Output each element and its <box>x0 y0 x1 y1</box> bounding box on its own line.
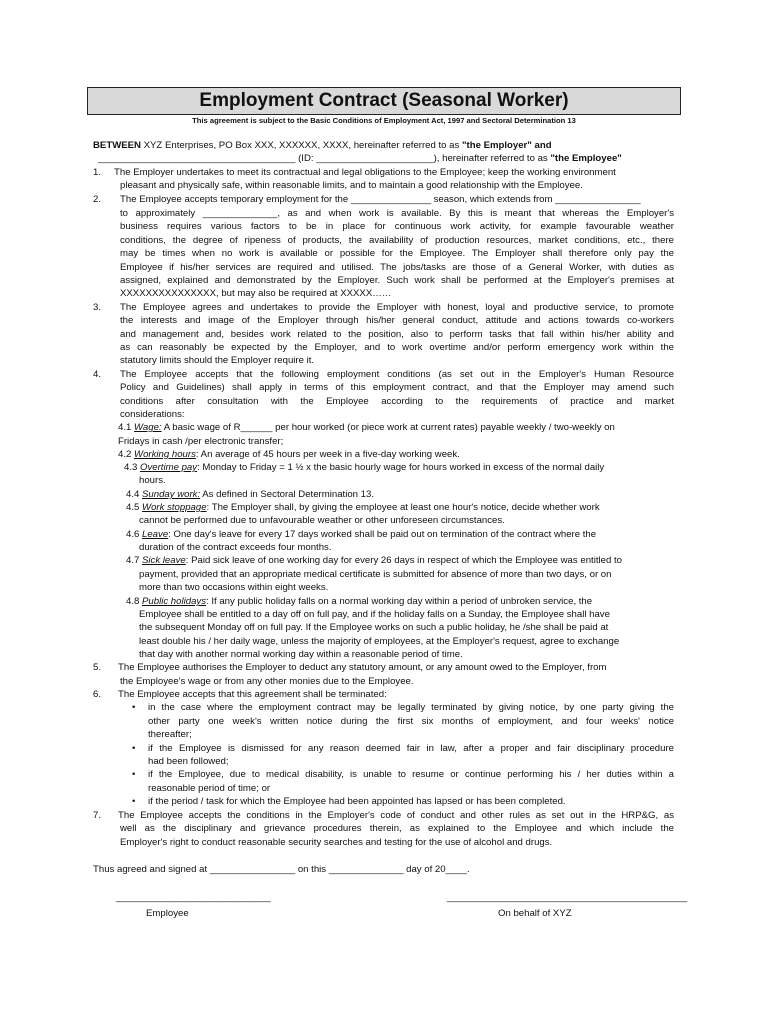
signing-statement: Thus agreed and signed at ________________ on this ______________ day of 20____. <box>93 864 470 875</box>
clause-2-line: Employee if his/her services are required and utilised. The jobs/tasks are those of a General Worker, with duties as <box>120 262 674 273</box>
clause-7-line: well as the disciplinary and grievance procedures therein, as explained to the Employee and which include the <box>120 823 674 834</box>
clause-5-line: the Employee's wage or from any other monies due to the Employee. <box>120 676 414 687</box>
clause-4-line: Policy and Guidelines) shall apply in terms of this employment contract, and that the Employer may amend such <box>120 382 674 393</box>
subclause-4-1: 4.1 Wage: A basic wage of R______ per hour worked (or piece work at current rates) payable weekly / two-weekly on <box>118 422 615 433</box>
subclause-4-4: 4.4 Sunday work: As defined in Sectoral Determination 13. <box>126 489 374 500</box>
clause-2-line: conditions, the degree of ripeness of products, the availability of production resources, market conditions, etc., there <box>120 235 674 246</box>
clause-5-number: 5. <box>93 662 102 673</box>
subclause-4-8-line: Employee shall be entitled to a day off on full pay, and if the holiday falls on a Sunday, the Employee shall have <box>139 609 610 620</box>
clause-7-line: Employer's right to conduct reasonable security searches and testing for the use of alcohol and drugs. <box>120 837 553 848</box>
bullet-2-line: if the Employee is dismissed for any reason deemed fair in law, after a proper and fair disciplinary procedure <box>148 743 674 754</box>
bullet-marker: • <box>132 796 136 807</box>
subclause-4-1-line: Fridays in cash /per electronic transfer; <box>118 436 284 447</box>
bullet-3-line: if the Employee, due to medical disability, is unable to resume or continue performing his / her duties within a <box>148 769 674 780</box>
subclause-4-6-line: duration of the contract exceeds four months. <box>139 542 332 553</box>
bullet-1-line: thereafter; <box>148 729 192 740</box>
clause-1-number: 1. <box>93 167 102 178</box>
clause-2-line: business requires various factors to be in place for continuous work activity, for example favourable weather <box>120 221 674 232</box>
clause-2-line: may be times when no work is available or possible for the Employee. The Employer shall therefore only pay the <box>120 248 674 259</box>
subclause-4-3-line: hours. <box>139 475 166 486</box>
subclause-4-8-line: that day with another normal working day within a reasonable period of time. <box>139 649 463 660</box>
bullet-1-line: in the case where the employment contract may be legally terminated by giving notice, by one party giving the <box>148 702 674 713</box>
bullet-4-line: if the period / task for which the Employee had been appointed has lapsed or has been completed. <box>148 796 566 807</box>
subclause-4-7-line: payment, provided that an appropriate medical certificate is submitted for absence of more than two days, or on <box>139 569 612 580</box>
subclause-4-5: 4.5 Work stoppage: The Employer shall, by giving the employee at least one hour's notice, decide whether work <box>126 502 600 513</box>
subclause-4-8: 4.8 Public holidays: If any public holiday falls on a normal working day within a period of unbroken service, the <box>126 596 593 607</box>
clause-3-line: the interests and image of the Employer through his/her general conduct, attitude and actions towards co-workers <box>120 315 674 326</box>
bullet-marker: • <box>132 702 136 713</box>
clause-1-line: pleasant and physically safe, within reasonable limits, and to maintain a good relationship with the Employee. <box>120 180 583 191</box>
bullet-2-line: had been followed; <box>148 756 229 767</box>
subclause-4-7: 4.7 Sick leave: Paid sick leave of one working day for every 26 days in respect of which the Employee was entitled to <box>126 555 622 566</box>
clause-3-line: as can reasonably be expected by the Employer, and to work overtime and/or perform emergency work within the <box>120 342 674 353</box>
employer-signature-line: _____________________________________________ <box>447 892 688 903</box>
clause-4-number: 4. <box>93 369 102 380</box>
clause-4-line: conditions after consultation with the Employee according to the requirements of practice and market <box>120 396 674 407</box>
clause-1-line: The Employer undertakes to meet its contractual and legal obligations to the Employee; keep the working environment <box>114 167 616 178</box>
employer-signature-label: On behalf of XYZ <box>498 908 572 919</box>
between-line-1: BETWEEN XYZ Enterprises, PO Box XXX, XXXXXX, XXXX, hereinafter referred to as "the Employer" and <box>93 140 552 151</box>
between-line-2: _____________________________________ (ID: ______________________), hereinafter referred to as "the Employee" <box>98 153 622 164</box>
clause-3-line: statutory limits should the Employer require it. <box>120 355 315 366</box>
clause-6-line: The Employee accepts that this agreement shall be terminated: <box>118 689 387 700</box>
clause-3-line: The Employee agrees and undertakes to provide the Employer with honest, loyal and productive service, to promote <box>120 302 674 313</box>
document-title: Employment Contract (Seasonal Worker) <box>87 87 681 115</box>
employee-signature-label: Employee <box>146 908 189 919</box>
clause-7-line: The Employee accepts the conditions in the Employer's code of conduct and other rules as set out in the HRP&G, as <box>118 810 674 821</box>
employee-signature-line: _____________________________ <box>116 892 271 903</box>
bullet-3-line: reasonable period of time; or <box>148 783 271 794</box>
subclause-4-5-line: cannot be performed due to unfavourable weather or other unforeseen circumstances. <box>139 515 505 526</box>
clause-5-line: The Employee authorises the Employer to deduct any statutory amount, or any amount owed to the Employer, from <box>118 662 607 673</box>
clause-3-number: 3. <box>93 302 102 313</box>
clause-2-line: XXXXXXXXXXXXXXX, but may also be required at XXXXX…… <box>120 288 392 299</box>
subclause-4-8-line: the subsequent Monday off on full pay. If the Employee works on such a public holiday, he /she shall be paid at <box>139 622 609 633</box>
clause-2-line: The Employee accepts temporary employment for the _______________ season, which extends from ________________ <box>120 194 641 205</box>
clause-2-number: 2. <box>93 194 102 205</box>
subclause-4-2: 4.2 Working hours: An average of 45 hours per week in a five-day working week. <box>118 449 460 460</box>
subclause-4-8-line: least double his / her daily wage, unless the majority of employees, at the Employer's request, agree to exchange <box>139 636 620 647</box>
clause-3-line: and management and, besides work related to the position, also to perform tasks that fall within his/her ability and <box>120 329 674 340</box>
clause-2-line: to approximately ______________, as and when work is available. By this is meant that whereas the Employer's <box>120 208 674 219</box>
clause-2-line: assigned, explained and demonstrated by the Employer. Such work shall be performed at the Employer's premises at <box>120 275 674 286</box>
clause-7-number: 7. <box>93 810 102 821</box>
bullet-marker: • <box>132 769 136 780</box>
subclause-4-7-line: more than two occasions within eight weeks. <box>139 582 329 593</box>
clause-4-line: considerations: <box>120 409 185 420</box>
bullet-marker: • <box>132 743 136 754</box>
subclause-4-6: 4.6 Leave: One day's leave for every 17 days worked shall be paid out on termination of the contract where the <box>126 529 597 540</box>
clause-6-number: 6. <box>93 689 102 700</box>
document-subtitle: This agreement is subject to the Basic Conditions of Employment Act, 1997 and Sectoral Determination 13 <box>192 116 576 125</box>
clause-4-line: The Employee accepts that the following employment conditions (as set out in the Employer's Human Resource <box>120 369 674 380</box>
subclause-4-3: 4.3 Overtime pay: Monday to Friday = 1 ½ x the basic hourly wage for hours worked in excess of the normal daily <box>124 462 605 473</box>
bullet-1-line: other party one week's written notice during the first six months of employment, and four weeks' notice <box>148 716 674 727</box>
